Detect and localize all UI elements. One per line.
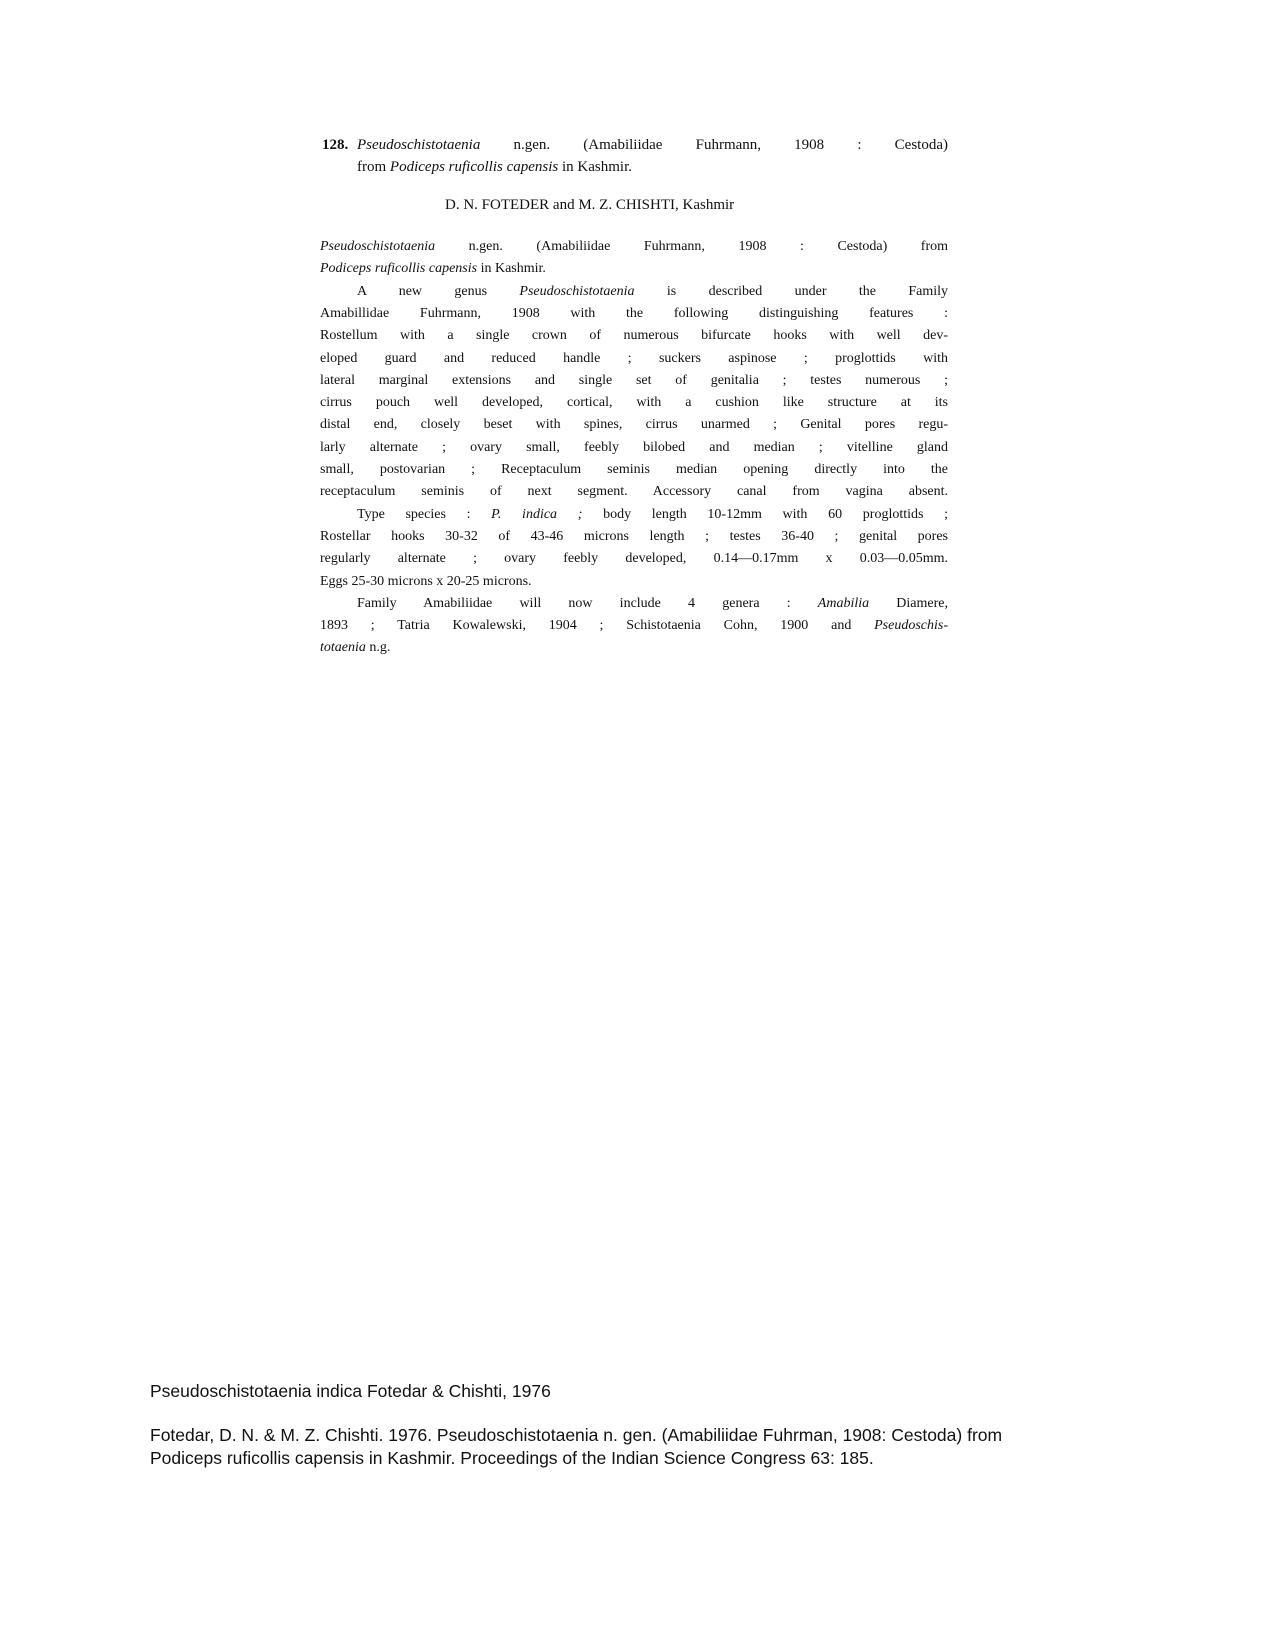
text-run: small, postovarian ; Receptaculum seminis median opening directly into the: [320, 462, 948, 477]
text-run: n.gen. (Amabiliidae Fuhrmann, 1908 : Cestoda) from: [435, 239, 948, 254]
body-line: [320, 526, 948, 548]
body-line: [320, 303, 948, 325]
text-run: Amabillidae Fuhrmann, 1908 with the following distinguishing features :: [320, 305, 948, 321]
body-line: [320, 548, 948, 570]
text-run: larly alternate ; ovary small, feebly bilobed and median ; vitelline gland: [320, 439, 948, 455]
body-line: [320, 258, 948, 280]
text-run: from: [357, 159, 390, 175]
body-line: [320, 370, 948, 392]
body-line: [320, 437, 948, 459]
italic-text: Amabilia: [817, 595, 870, 611]
body-line: [320, 236, 948, 258]
citation-line-2: Podiceps ruficollis capensis in Kashmir. Proceedings of the Indian Science Congress 63: 185.: [150, 1448, 874, 1468]
text-run: A new genus: [357, 283, 520, 299]
citation-line-1: Fotedar, D. N. & M. Z. Chishti. 1976. Pseudoschistotaenia n. gen. (Amabiliidae Fuhrman, 1908: Cestoda) from: [150, 1425, 1003, 1445]
body-line: [320, 615, 948, 637]
italic-text: Podiceps ruficollis capensis: [389, 159, 559, 175]
italic-text: P. indica ;: [491, 506, 583, 522]
abstract-number: 128.: [322, 137, 349, 153]
body-line: [320, 392, 948, 414]
text-run: Rostellum with a single crown of numerous bifurcate hooks with well dev-: [320, 328, 948, 344]
text-run: Family Amabiliidae will now include 4 genera :: [357, 595, 818, 611]
authors: D. N. FOTEDER and M. Z. CHISHTI, Kashmir: [445, 197, 735, 213]
text-run: in Kashmir.: [558, 159, 632, 175]
body-line: [320, 348, 948, 370]
italic-text: totaenia: [320, 640, 366, 656]
text-run: Eggs 25-30 microns x 20-25 microns.: [320, 573, 532, 589]
text-run: eloped guard and reduced handle ; suckers aspinose ; proglottids with: [320, 350, 948, 366]
abstract-title-line-2: [357, 159, 632, 176]
italic-text: Pseudoschis-: [874, 618, 948, 634]
body-line: [320, 325, 948, 347]
text-run: in Kashmir.: [477, 261, 546, 277]
text-run: n.gen. (Amabiliidae Fuhrmann, 1908 : Cestoda): [480, 137, 948, 153]
body-line: [320, 571, 948, 593]
body-line: [320, 414, 948, 436]
text-run: distal end, closely beset with spines, cirrus unarmed ; Genital pores regu-: [320, 417, 948, 433]
text-run: n.g.: [365, 640, 391, 656]
text-run: Diamere,: [869, 595, 948, 611]
text-run: is described under the Family: [634, 283, 948, 299]
body-line: [320, 637, 948, 659]
text-run: regularly alternate ; ovary feebly developed, 0.14—0.17mm x 0.03—0.05mm.: [320, 551, 948, 567]
text-run: 1893 ; Tatria Kowalewski, 1904 ; Schistotaenia Cohn, 1900 and: [320, 618, 875, 634]
body-line: [320, 459, 948, 481]
body-line: [357, 593, 948, 615]
italic-text: Pseudoschistotaenia: [519, 283, 635, 299]
text-run: Rostellar hooks 30-32 of 43-46 microns length ; testes 36-40 ; genital pores: [320, 528, 948, 544]
body-line: [357, 281, 948, 303]
abstract-title-line-1: [357, 137, 948, 154]
text-run: cirrus pouch well developed, cortical, with a cushion like structure at its: [320, 395, 948, 411]
italic-text: Pseudoschistotaenia: [357, 137, 481, 153]
text-run: Type species :: [357, 506, 492, 522]
text-run: body length 10-12mm with 60 proglottids ;: [582, 506, 949, 522]
text-run: receptaculum seminis of next segment. Accessory canal from vagina absent.: [320, 484, 948, 500]
species-caption: Pseudoschistotaenia indica Fotedar & Chishti, 1976: [150, 1381, 551, 1401]
italic-text: Pseudoschistotaenia: [320, 239, 436, 254]
italic-text: Podiceps ruficollis capensis: [320, 261, 478, 277]
body-line: [320, 481, 948, 503]
body-line: [357, 504, 948, 526]
text-run: lateral marginal extensions and single set of genitalia ; testes numerous ;: [320, 372, 948, 388]
